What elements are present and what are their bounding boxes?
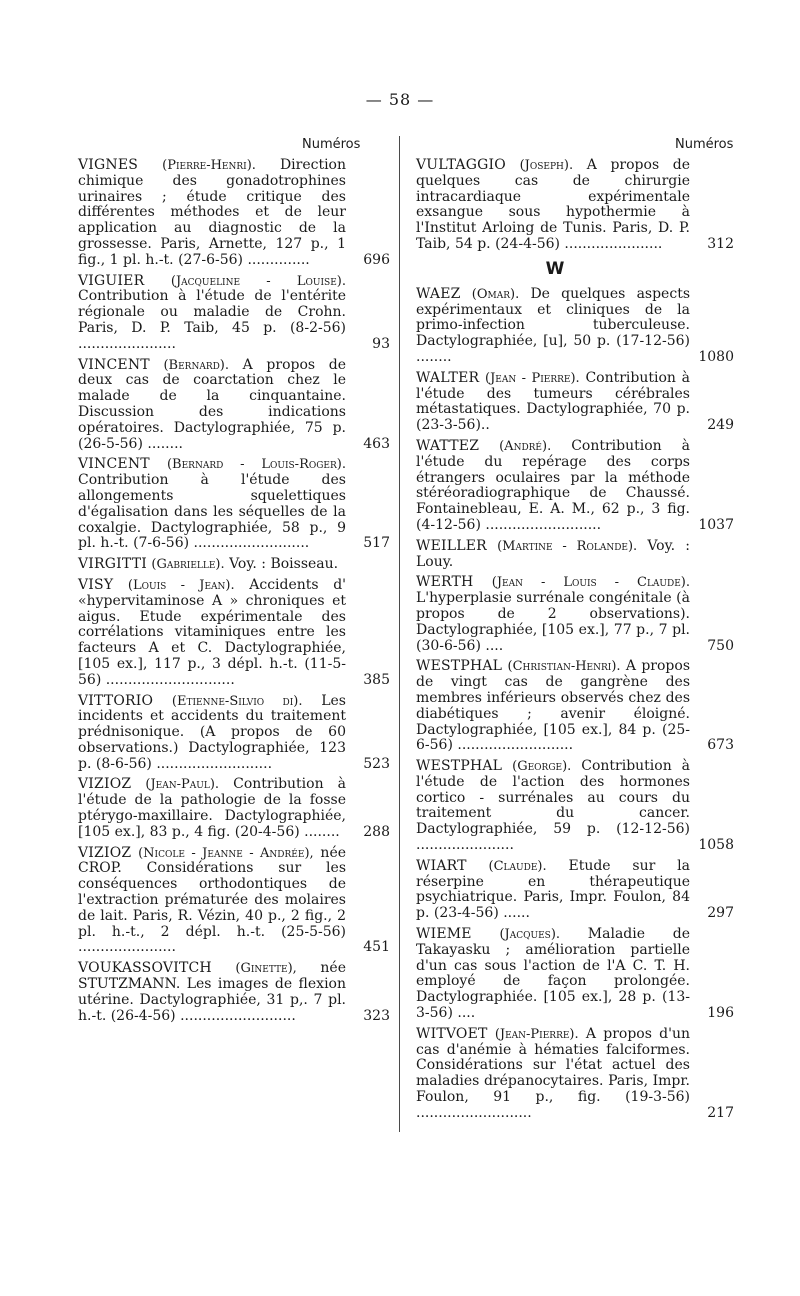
entry-given-name: (Pierre-Henri). bbox=[162, 158, 256, 173]
index-entry bbox=[78, 777, 390, 840]
entry-number: 1080 bbox=[698, 348, 734, 365]
entry-surname: WIEME bbox=[416, 926, 472, 943]
entry-given-name: (Jacques). bbox=[499, 927, 561, 943]
entry-surname: WERTH bbox=[416, 574, 474, 591]
entry-surname: VIRGITTI bbox=[78, 556, 147, 573]
entry-given-name: (Louis - Jean). bbox=[127, 577, 235, 593]
entry-given-name: (Jacqueline - Louise). bbox=[170, 273, 346, 289]
index-entry bbox=[416, 659, 734, 754]
column-divider bbox=[399, 136, 400, 1132]
index-entry bbox=[78, 158, 390, 269]
index-entry bbox=[78, 457, 390, 552]
entry-description: Contribution à l'étude des tumeurs cérébrales métastatiques. Dactylographiée, 70 p. (23-3-56).. bbox=[416, 369, 691, 434]
entry-given-name: (Martine - Rolande). bbox=[497, 538, 638, 554]
entry-surname: VIZIOZ bbox=[78, 776, 132, 793]
column-heading-left: Numéros bbox=[302, 137, 361, 152]
entry-description: Les incidents et accidents du traitement prédnisonique. (A propos de 60 observations.) Dactylographiée, 123 p. (8-6-56) .......................... bbox=[78, 692, 346, 772]
index-entry bbox=[416, 1027, 734, 1122]
entry-surname: WESTPHAL bbox=[416, 758, 503, 775]
index-entry bbox=[78, 557, 390, 573]
entry-description: De quelques aspects expérimentaux et cliniques de la primo-infection tuberculeuse. Dactylographiée, [u], 50 p. (17-12-56) ........ bbox=[416, 285, 690, 365]
entry-description: L'hyperplasie surrénale congénitale (à propos de 2 observations). Dactylographiée, [105 ex.], 77 p., 7 pl. (30-6-56) .... bbox=[416, 590, 690, 654]
entry-surname: VIGUIER bbox=[78, 272, 145, 289]
index-entry bbox=[78, 578, 390, 689]
entry-description: Voy. : Louy. bbox=[416, 537, 690, 570]
entry-surname: WITVOET bbox=[416, 1025, 488, 1042]
entry-surname: VITTORIO bbox=[78, 692, 154, 709]
entry-description: Etude sur la réserpine en thérapeutique psychiatrique. Paris, Impr. Foulon, 84 p. (23-4-56) ...... bbox=[416, 857, 691, 922]
entry-number: 750 bbox=[707, 637, 734, 654]
entry-description: A propos d'un cas d'anémie à hématies falciformes. Considérations sur l'état actuel des maladies drépanocytaires. Paris, Impr. Foulon, 91 p., fig. (19-3-56) .......................... bbox=[416, 1025, 690, 1121]
entry-given-name: (Jean-Pierre). bbox=[494, 1026, 579, 1042]
entry-description: née CROP. Considérations sur les conséquences orthodontiques de l'extraction prématurée des molaires de lait. Paris, R. Vézin, 40 p., 2 fig., 2 pl. h.-t., 2 dépl. h.-t. (25-5-56) ...................... bbox=[78, 844, 347, 956]
entry-surname: VISY bbox=[78, 576, 114, 593]
entry-given-name: (George). bbox=[512, 759, 572, 775]
entry-surname: VOUKASSOVITCH bbox=[78, 960, 212, 977]
entry-description: Contribution à l'étude des allongements squelettiques d'égalisation dans les séquelles de la coxalgie. Dactylographiée, 58 p., 9 pl. h.-t. (7-6-56) .......................... bbox=[78, 472, 346, 552]
entry-surname: WEILLER bbox=[416, 537, 487, 554]
entry-surname: WIART bbox=[416, 857, 467, 874]
entry-given-name: (Etienne-Silvio di). bbox=[171, 693, 303, 709]
index-entry bbox=[78, 694, 390, 773]
index-entry bbox=[416, 539, 734, 571]
entry-given-name: (Jean - Louis - Claude). bbox=[491, 575, 691, 591]
entry-description: Voy. : Boisseau. bbox=[229, 556, 339, 573]
index-entry bbox=[78, 961, 390, 1024]
entry-given-name: (Jean - Pierre). bbox=[485, 370, 580, 386]
entry-description: Contribution à l'étude de la pathologie de la fosse ptérygo-maxillaire. Dactylographiée, [105 ex.], 83 p., 4 fig. (20-4-56) ........ bbox=[78, 776, 347, 840]
entry-given-name: (Claude). bbox=[488, 858, 547, 874]
entry-number: 249 bbox=[707, 417, 734, 434]
entry-description: Contribution à l'étude du repérage des corps étrangers oculaires par la méthode stéréoradiographique de Chaussé. Fontainebleau, E. A. M., 62 p., 3 fig. (4-12-56) .......................... bbox=[416, 437, 691, 533]
entry-number: 1037 bbox=[698, 516, 734, 533]
entry-given-name: (Jean-Paul). bbox=[145, 777, 220, 793]
entry-description: Contribution à l'étude de l'action des hormones cortico - surrénales au cours du traitement du cancer. Dactylographiée, 59 p. (12-12-56) ...................... bbox=[416, 758, 691, 854]
entry-given-name: (André). bbox=[499, 438, 552, 454]
entry-number: 451 bbox=[363, 939, 390, 956]
entry-surname: VIZIOZ bbox=[78, 844, 132, 861]
index-entry bbox=[416, 859, 734, 922]
entry-surname: WALTER bbox=[416, 369, 480, 386]
entry-surname: VULTAGGIO bbox=[416, 157, 506, 173]
entry-number: 312 bbox=[707, 235, 734, 252]
entry-number: 696 bbox=[363, 251, 390, 268]
entry-given-name: (Gabrielle). bbox=[151, 557, 225, 573]
entry-number: 297 bbox=[707, 905, 734, 922]
entry-description: A propos de quelques cas de chirurgie intracardiaque expérimentale exsangue sous hypothermie à l'Institut Arloing de Tunis. Paris, D. P. Taib, 54 p. (24-4-56) ...................... bbox=[416, 157, 691, 252]
entry-number: 673 bbox=[707, 737, 734, 754]
right-column bbox=[416, 158, 734, 1127]
entry-number: 1058 bbox=[698, 837, 734, 854]
letter-heading: W bbox=[545, 258, 565, 279]
entry-number: 323 bbox=[363, 1007, 390, 1024]
index-entry bbox=[416, 927, 734, 1022]
entry-surname: VINCENT bbox=[78, 456, 150, 473]
column-heading-right: Numéros bbox=[675, 137, 734, 152]
index-entry bbox=[416, 158, 734, 253]
entry-given-name: (Nicole - Jeanne - Andrée), bbox=[138, 845, 314, 861]
entry-description: A propos de vingt cas de gangrène des membres inférieurs observés chez des diabétiques ; avenir éloigné. Dactylographiée, [105 ex.], 84 p. (25-6-56) .......................... bbox=[416, 658, 690, 754]
index-entry bbox=[78, 846, 390, 957]
entry-number: 93 bbox=[372, 335, 390, 352]
entry-surname: VINCENT bbox=[78, 356, 150, 373]
entry-description: née STUTZMANN. Les images de flexion utérine. Dactylographiée, 31 p,. 7 pl. h.-t. (26-4-56) .......................... bbox=[78, 960, 346, 1024]
index-entry bbox=[416, 759, 734, 854]
entry-number: 523 bbox=[363, 755, 390, 772]
entry-given-name: (Ginette), bbox=[235, 961, 297, 977]
entry-number: 288 bbox=[363, 823, 390, 840]
entry-surname: WATTEZ bbox=[416, 437, 480, 454]
entry-given-name: (Christian-Henri). bbox=[507, 659, 621, 675]
entry-description: Direction chimique des gonadotrophines urinaires ; étude critique des différentes méthodes et de leur application au diagnostic de la grossesse. Paris, Arnette, 127 p., 1 fig., 1 pl. h.-t. (27-6-56) .............. bbox=[78, 157, 347, 268]
entry-description: Maladie de Takayasku ; amélioration partielle d'un cas sous l'action de l'A C. T. H. employé de façon prolongée. Dactylographiée. [105 ex.], 28 p. (13-3-56) .... bbox=[416, 926, 691, 1022]
entry-surname: WESTPHAL bbox=[416, 658, 503, 675]
entry-number: 385 bbox=[363, 671, 390, 688]
entry-surname: VIGNES bbox=[78, 157, 139, 173]
entry-number: 463 bbox=[363, 435, 390, 452]
entry-number: 217 bbox=[707, 1104, 734, 1121]
entry-given-name: (Omar). bbox=[471, 286, 520, 302]
entry-description: Contribution à l'étude de l'entérite régionale ou maladie de Crohn. Paris, D. P. Taib, 45 p. (8-2-56) ...................... bbox=[78, 288, 346, 352]
index-entry bbox=[78, 358, 390, 453]
entry-given-name: (Bernard - Louis-Roger). bbox=[166, 457, 346, 473]
page-number: — 58 — bbox=[365, 90, 435, 109]
entry-number: 517 bbox=[363, 535, 390, 552]
entry-given-name: (Bernard). bbox=[163, 357, 230, 373]
index-entry bbox=[416, 575, 734, 654]
left-column bbox=[78, 158, 390, 1029]
index-entry bbox=[78, 274, 390, 353]
index-entry bbox=[416, 287, 734, 366]
entry-description: Accidents d' «hypervitaminose A » chroniques et aigus. Etude expérimentale des corrélations vitaminiques entre les facteurs A et C. Dactylographiée, [105 ex.], 117 p., 3 dépl. h.-t. (11-5-56) ............................. bbox=[78, 576, 347, 688]
entry-description: A propos de deux cas de coarctation chez le malade de la cinquantaine. Discussion des indications opératoires. Dactylographiée, 75 p. (26-5-56) ........ bbox=[78, 356, 346, 452]
index-entry bbox=[416, 439, 734, 534]
entry-surname: WAEZ bbox=[416, 285, 461, 302]
index-entry bbox=[416, 371, 734, 434]
entry-given-name: (Joseph). bbox=[519, 158, 574, 173]
entry-number: 196 bbox=[707, 1005, 734, 1022]
